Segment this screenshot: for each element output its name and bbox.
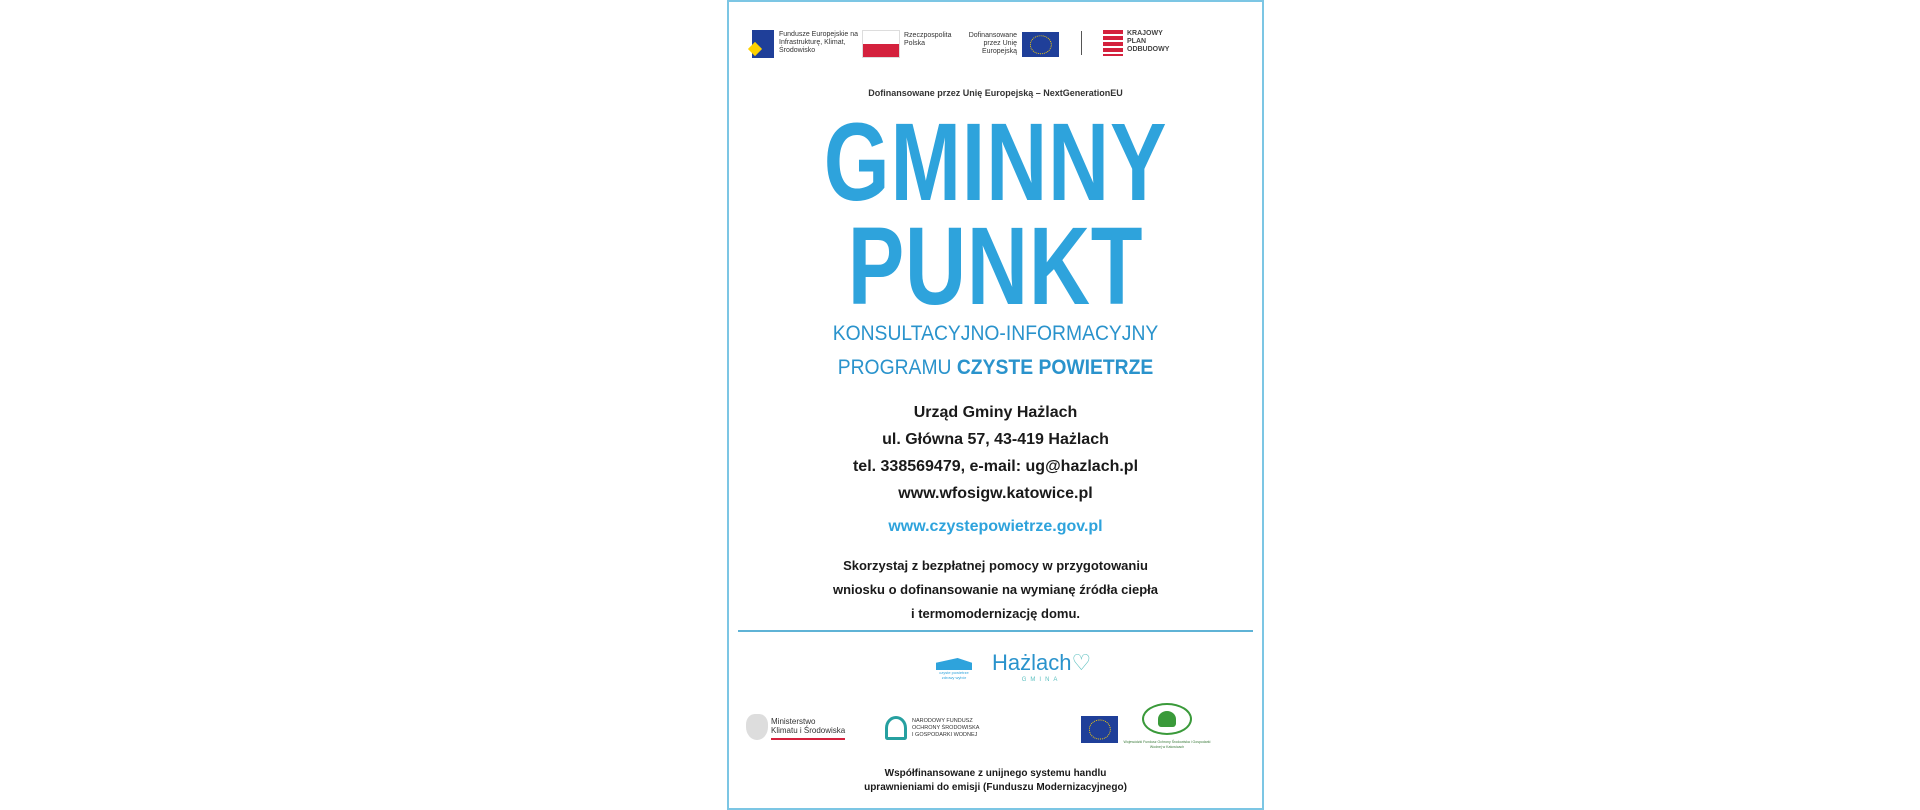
footer-line: uprawnieniami do emisji (Funduszu Modernizacyjnego)	[864, 782, 1127, 793]
fe-logo-text: Fundusze Europejskie na Infrastrukturę, Klimat, Środowisko	[779, 31, 858, 54]
description-line: wniosku o dofinansowanie na wymianę źródła ciepła	[832, 582, 1159, 597]
eu-flag-icon	[1022, 32, 1059, 57]
wfosigw-leaf-icon	[1142, 703, 1192, 735]
separator	[738, 630, 1253, 632]
rp-logo-text: Rzeczpospolita Polska	[904, 32, 952, 47]
polish-flag-icon	[862, 30, 900, 58]
hazlach-logo	[992, 650, 1091, 684]
eagle-emblem-icon	[746, 714, 768, 740]
cp-logo-text: czyste powietrze zdrowy wybór	[939, 670, 969, 680]
ue-logo-text: Dofinansowane przez Unię Europejską	[968, 32, 1017, 55]
contact-block	[729, 399, 1262, 507]
subtitle-line-2	[750, 356, 1240, 380]
hazlach-logo-text: Hażlach	[992, 650, 1072, 675]
nfosigw-logo-text	[912, 718, 979, 739]
gmina-text: GMINA	[1021, 677, 1062, 683]
wfosigw-link[interactable]: www.wfosigw.katowice.pl	[898, 485, 1093, 502]
wfosigw-logo-text: Wojewódzki Fundusz Ochrony Środowiska i Gospodarki Wodnej w Katowicach	[1123, 740, 1211, 749]
title-line-2: PUNKT	[847, 205, 1144, 328]
subtitle-prefix: PROGRAMU	[837, 356, 957, 379]
office-name: Urząd Gminy Hażlach	[913, 404, 1078, 421]
cofinanced-top: Dofinansowane przez Unię Europejską – NextGenerationEU	[868, 88, 1123, 98]
eu-flag-icon	[1081, 716, 1118, 743]
kpo-line: PLAN	[1127, 38, 1147, 45]
subtitle-program-name: CZYSTE POWIETRZE	[956, 356, 1154, 379]
description-line: i termomodernizację domu.	[910, 606, 1081, 621]
description	[729, 554, 1262, 626]
nfosigw-line: I GOSPODARKI WODNEJ	[912, 732, 978, 738]
ministry-line: Klimatu i Środowiska	[771, 726, 846, 735]
footer-line: Współfinansowane z unijnego systemu handlu	[884, 768, 1107, 779]
divider	[1081, 31, 1082, 55]
hazlach-wordmark	[992, 650, 1091, 676]
office-phone-email: tel. 338569479, e-mail: ug@hazlach.pl	[852, 458, 1139, 475]
nfosigw-line: NARODOWY FUNDUSZ	[912, 718, 973, 724]
poster	[727, 0, 1264, 810]
subtitle-line-1: KONSULTACYJNO-INFORMACYJNY	[832, 322, 1159, 345]
kpo-icon	[1103, 30, 1123, 56]
description-line: Skorzystaj z bezpłatnej pomocy w przygotowaniu	[843, 558, 1148, 573]
title-line-1: GMINNY	[823, 101, 1168, 224]
kpo-logo-text	[1127, 30, 1169, 54]
nfosigw-line: OCHRONY ŚRODOWISKA	[912, 725, 980, 731]
footer	[729, 767, 1262, 795]
kpo-line: ODBUDOWY	[1127, 46, 1170, 53]
czyste-powietrze-logo	[936, 658, 972, 684]
program-url[interactable]: www.czystepowietrze.gov.pl	[888, 518, 1103, 535]
ministry-logo	[771, 717, 845, 740]
fe-flag-icon	[752, 30, 774, 58]
ministry-line: Ministerstwo	[771, 717, 816, 726]
heart-icon: ♡	[1071, 650, 1092, 675]
office-address: ul. Główna 57, 43-419 Hażlach	[882, 431, 1109, 448]
kpo-line: KRAJOWY	[1127, 30, 1163, 37]
nfosigw-icon	[885, 716, 907, 740]
